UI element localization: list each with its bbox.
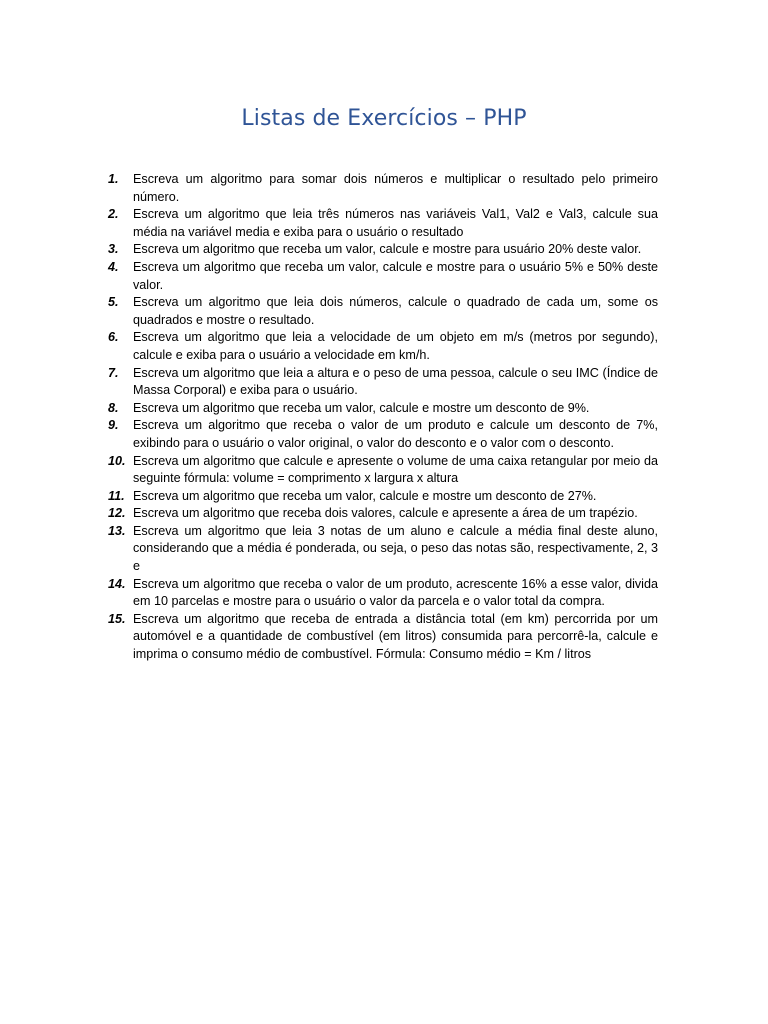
exercise-item-9 (108, 417, 658, 452)
exercise-text: Escreva um algoritmo que receba de entrada a distância total (em km) percorrida por um automóvel e a quantidade de combustível (em litros) consumida para percorrê-la, calcule e imprima o consumo médio de combustível. Fórmula: Consumo médio = Km / litros (133, 611, 658, 662)
exercise-number: 9. (108, 418, 119, 433)
exercise-number: 15. (108, 611, 126, 626)
exercise-text: Escreva um algoritmo que receba um valor, calcule e mostre um desconto de 9%. (133, 400, 590, 415)
exercise-number: 11. (108, 488, 125, 503)
exercise-number: 4. (108, 259, 119, 274)
exercise-item-12 (108, 505, 658, 523)
exercise-text: Escreva um algoritmo que receba um valor, calcule e mostre para usuário 20% deste valor. (133, 242, 642, 257)
exercise-item-3 (108, 241, 658, 259)
exercise-text: Escreva um algoritmo que receba um valor, calcule e mostre um desconto de 27%. (133, 488, 597, 503)
exercise-number: 13. (108, 523, 126, 538)
exercise-number: 12. (108, 506, 126, 521)
exercise-item-13 (108, 523, 658, 576)
exercise-text: Escreva um algoritmo que leia dois números, calcule o quadrado de cada um, some os quadrados e mostre o resultado. (133, 295, 658, 327)
exercise-list (108, 171, 658, 664)
exercise-number: 3. (108, 242, 119, 257)
exercise-text: Escreva um algoritmo para somar dois números e multiplicar o resultado pelo primeiro número. (133, 172, 658, 204)
exercise-item-11 (108, 488, 658, 506)
exercise-number: 5. (108, 295, 119, 310)
exercise-item-1 (108, 171, 658, 206)
exercise-item-5 (108, 294, 658, 329)
exercise-text: Escreva um algoritmo que receba dois valores, calcule e apresente a área de um trapézio. (133, 506, 638, 521)
exercise-text: Escreva um algoritmo que leia a altura e o peso de uma pessoa, calcule o seu IMC (Índice de Massa Corporal) e exiba para o usuário. (133, 365, 658, 398)
exercise-text: Escreva um algoritmo que receba o valor de um produto, acrescente 16% a esse valor, divida em 10 parcelas e mostre para o usuário o valor da parcela e o valor total da compra. (133, 576, 658, 609)
exercise-text: Escreva um algoritmo que leia a velocidade de um objeto em m/s (metros por segundo), calcule e exiba para o usuário a velocidade em km/h. (133, 330, 658, 362)
exercise-item-15 (108, 611, 658, 664)
exercise-number: 1. (108, 172, 119, 186)
exercise-number: 2. (108, 207, 119, 222)
exercise-number: 10. (108, 453, 126, 468)
document-title: Listas de Exercícios – PHP (241, 106, 527, 131)
exercise-number: 8. (108, 400, 119, 415)
exercise-text: Escreva um algoritmo que leia 3 notas de um aluno e calcule a média final deste aluno, considerando que a média é ponderada, ou seja, o peso das notas são, respectivamente, 2, 3 e (133, 523, 658, 574)
exercise-text: Escreva um algoritmo que receba um valor, calcule e mostre para o usuário 5% e 50% deste valor. (133, 259, 658, 292)
exercise-number: 14. (108, 576, 126, 591)
exercise-item-14 (108, 576, 658, 611)
exercise-text: Escreva um algoritmo que receba o valor de um produto e calcule um desconto de 7%, exibindo para o usuário o valor original, o valor do desconto e o valor com o desconto. (133, 418, 658, 450)
exercise-text: Escreva um algoritmo que leia três números nas variáveis Val1, Val2 e Val3, calcule sua média na variável media e exiba para o usuário o resultado (133, 207, 658, 239)
exercise-item-8 (108, 400, 658, 418)
exercise-item-2 (108, 206, 658, 241)
exercise-item-4 (108, 259, 658, 294)
exercise-item-6 (108, 329, 658, 364)
exercise-item-7 (108, 365, 658, 400)
exercise-item-10 (108, 453, 658, 488)
exercise-number: 6. (108, 330, 119, 345)
exercise-number: 7. (108, 365, 119, 380)
exercise-text: Escreva um algoritmo que calcule e apresente o volume de uma caixa retangular por meio da seguinte fórmula: volume = comprimento x largura x altura (133, 453, 658, 486)
